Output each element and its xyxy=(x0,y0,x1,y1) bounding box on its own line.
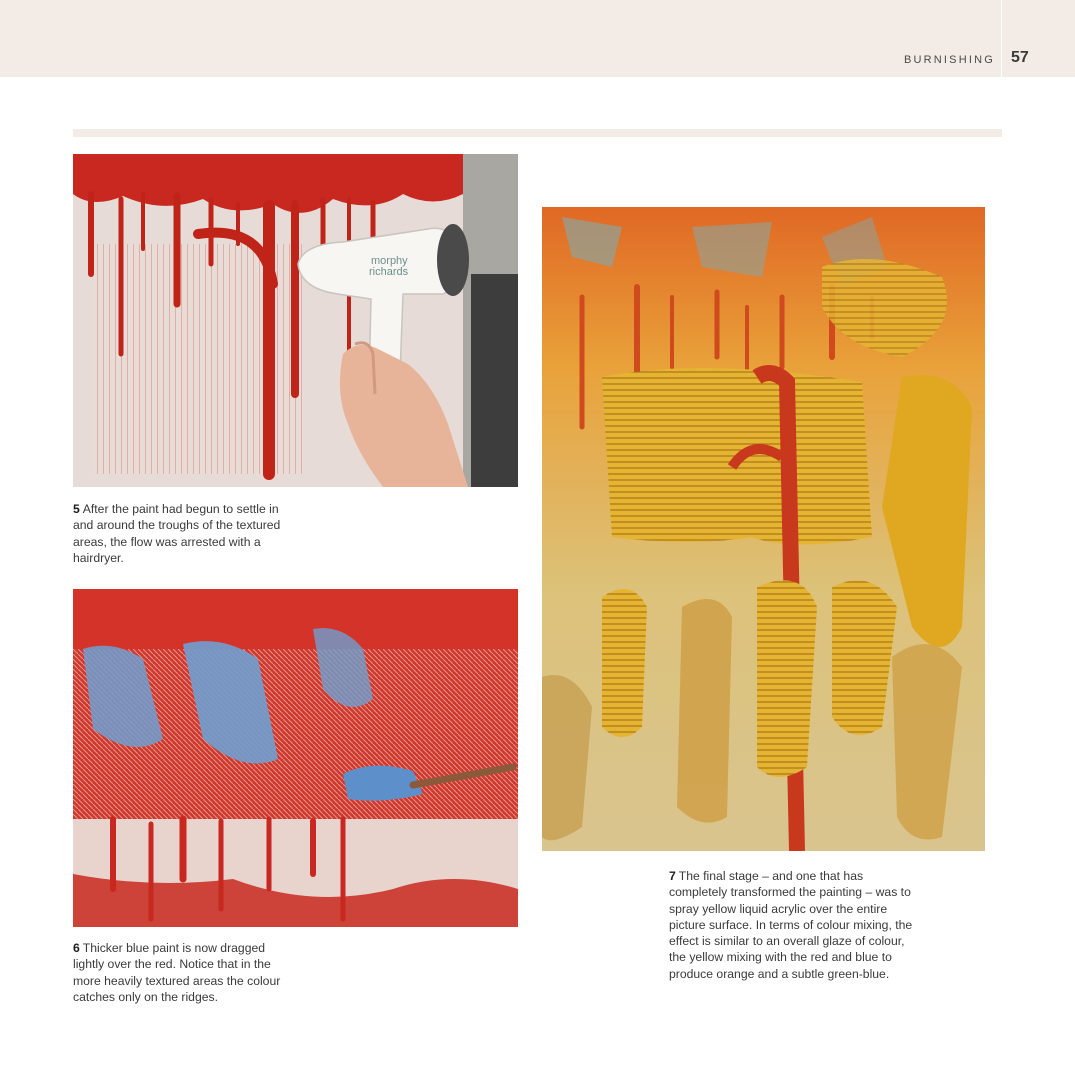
caption-6 xyxy=(73,940,291,1005)
hairdryer-brand-line2: richards xyxy=(369,266,409,278)
photo-6-illustration xyxy=(73,589,518,927)
header-divider xyxy=(1001,0,1002,77)
photo-7-final-stage xyxy=(542,207,985,851)
caption-5 xyxy=(73,501,291,566)
caption-6-text: Thicker blue paint is now dragged lightly over the red. Notice that in the more heavily textured areas the colour catches only on the ridges. xyxy=(73,941,281,1004)
caption-6-number: 6 xyxy=(73,941,80,955)
photo-6-blue-paint xyxy=(73,589,518,927)
photo-7-illustration xyxy=(542,207,985,851)
caption-7-number: 7 xyxy=(669,869,676,883)
section-title: BURNISHING xyxy=(903,54,995,66)
caption-5-number: 5 xyxy=(73,502,80,516)
caption-5-text: After the paint had begun to settle in and around the troughs of the textured areas, the flow was arrested with a hairdryer. xyxy=(73,502,281,565)
section-rule xyxy=(73,129,1002,137)
hairdryer-brand-line1: morphy xyxy=(371,255,408,267)
caption-7-text: The final stage – and one that has completely transformed the painting – was to spray yellow liquid acrylic over the entire picture surface. In terms of colour mixing, the effect is similar to an overall glaze of colour, the yellow mixing with the red and blue to produce orange and a subtle green-blue. xyxy=(669,869,913,981)
page-number: 57 xyxy=(1011,49,1029,66)
caption-7 xyxy=(669,868,913,982)
photo-5-illustration xyxy=(73,154,518,487)
photo-5-hairdryer xyxy=(73,154,518,487)
